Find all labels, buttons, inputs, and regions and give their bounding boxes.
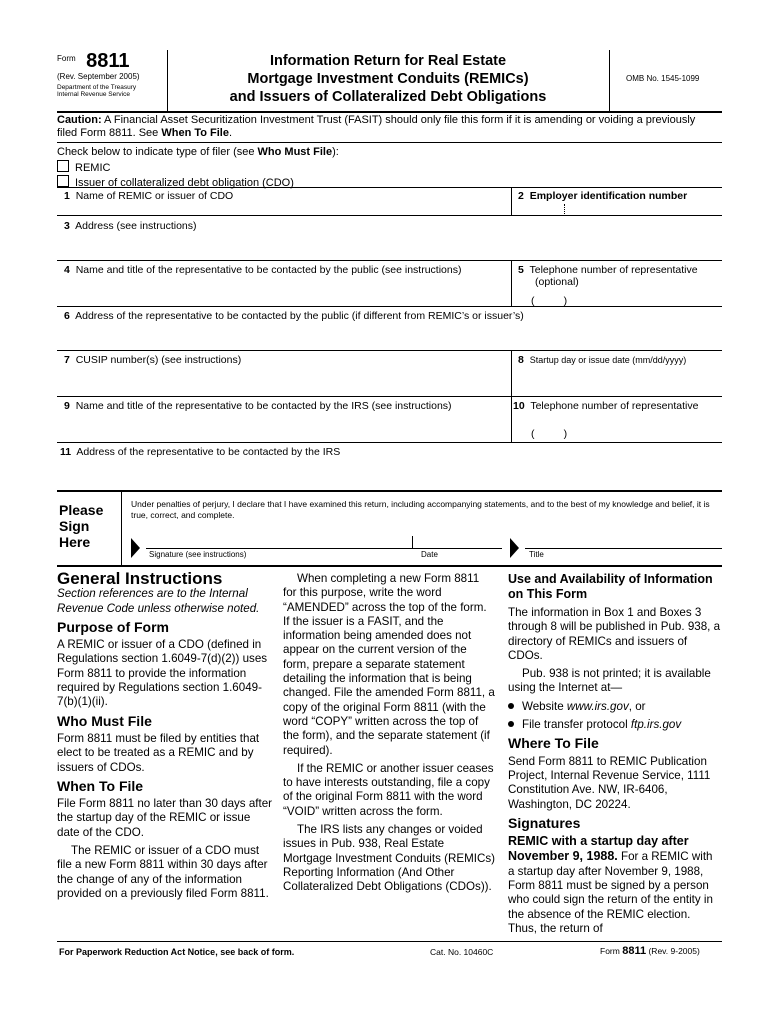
field-1-2-divider [511,187,512,215]
field-4[interactable]: 4 Name and title of the representative to be contacted by the public (see instructions) [64,264,462,276]
field-9-label: Name and title of the representative to be contacted by the IRS (see instructions) [75,400,452,412]
use-text2: Pub. 938 is not printed; it is available using the Internet at— [508,667,711,695]
signature-line[interactable] [146,548,502,549]
purpose-heading: Purpose of Form [57,618,170,635]
field-4-rule [57,260,722,261]
filer-type-prompt-end: ): [332,146,339,158]
form-title [168,52,608,106]
caution-text1: A Financial Asset Securitization Investment Trust (FASIT) should only file this form if it is amending or voiding a previously [101,114,696,126]
form-revision: (Rev. September 2005) [57,72,140,81]
omb-number: OMB No. 1545-1099 [626,74,700,83]
bullet-icon [508,703,514,709]
field-11-rule [57,442,722,443]
field-5-optional: (optional) [535,276,579,288]
caution-label: Caution: [57,114,102,126]
who-must-file-text: Form 8811 must be filed by entities that elect to be treated as a REMIC and by issuers of CDOs. [57,731,260,774]
form-number: 8811 [86,50,130,72]
signature-arrow-icon [131,538,140,558]
void-paragraph: If the REMIC or another issuer ceases to have interests outstanding, file a copy of the original Form 8811 with the word “VOID” written across the form. [283,761,494,818]
field-9[interactable]: 9 Name and title of the representative to be contacted by the IRS (see instructions) [64,400,452,412]
footer-form-id: Form 8811 (Rev. 9-2005) [600,945,700,957]
field-4-5-divider [511,260,512,306]
signature-date-tick [412,536,413,548]
signature-label: Signature (see instructions) [149,550,247,559]
remic-option-label: REMIC [75,161,111,174]
field-4-label: Name and title of the representative to be contacted by the public (see instructions) [75,264,462,276]
ftp-bullet: File transfer protocol ftp.irs.gov [508,718,722,732]
where-to-file-text: Send Form 8811 to REMIC Publication Project, Internal Revenue Service, 1111 Constitution Ave. NW, IR-6406, Washington, DC 20224. [508,754,711,811]
field-11[interactable]: 11 Address of the representative to be contacted by the IRS [60,446,341,458]
instructions-column-1 [57,569,273,905]
field-10-label: Telephone number of representative [530,400,699,412]
title-line2: Mortgage Investment Conduits (REMICs) [247,71,529,87]
date-label: Date [421,550,438,559]
field-5-label: Telephone number of representative [529,264,698,276]
title-label: Title [529,550,544,559]
website-bullet: Website www.irs.gov, or [508,700,722,714]
who-must-file-heading: Who Must File [57,712,152,729]
field-7-label: CUSIP number(s) (see instructions) [75,354,242,366]
caution-bottom-rule [57,142,722,143]
amended-paragraph: When completing a new Form 8811 for this purpose, write the word “AMENDED” across the top of the form. If the issuer is a FASIT, and the information being amended does not appear on the current version of the form, prepare a separate statement detailing the information that is being changed. File the amended Form 8811, a copy of the original Form 8811 (with the word “COPY” written across the top of the form), and the separate statement (if required). [283,572,495,757]
use-text1: The information in Box 1 and Boxes 3 through 8 will be published in Pub. 938, a directory of REMICs and issuers of CDOs. [508,606,721,662]
field-1[interactable]: 1 Name of REMIC or issuer of CDO [64,190,234,202]
form-label: Form [57,54,76,63]
field-6[interactable]: 6 Address of the representative to be contacted by the public (if different from REMIC’s or issuer’s) [64,310,524,322]
title-line[interactable] [525,548,722,549]
when-to-file-text2: The REMIC or issuer of a CDO must file a new Form 8811 within 30 days after the change of any of the information provided on a previously filed Form 8811. [57,844,269,900]
cdo-option-label: Issuer of collateralized debt obligation (CDO) [75,177,294,189]
filer-type-prompt: Check below to indicate type of filer (see [57,146,258,158]
use-availability-heading: Use and Availability of Information on This Form [508,572,713,601]
field-8-label: Startup day or issue date (mm/dd/yyyy) [529,355,687,365]
website-link[interactable]: www.irs.gov [566,699,629,713]
cdo-issuer-checkbox[interactable] [57,175,69,187]
section-ref-note: Section references are to the Internal Revenue Code unless otherwise noted. [57,587,260,615]
field-9-10-divider [511,396,512,442]
field-3-label: Address (see instructions) [75,220,197,232]
field-2[interactable]: 2 Employer identification number [518,190,688,202]
filer-type-prompt-link: Who Must File [257,146,333,158]
cat-number: Cat. No. 10460C [430,947,494,957]
sign-here-label: Please Sign Here [59,502,104,550]
dept-line1: Department of the Treasury [57,84,137,91]
perjury-statement: Under penalties of perjury, I declare that I have examined this return, including accompanying statements, and to the best of my knowledge and belief, it is true, correct, and complete. [131,499,710,520]
title-line1: Information Return for Real Estate [269,53,507,69]
field-5[interactable]: 5 Telephone number of representative (optional) [518,264,698,288]
caution-note [57,114,727,140]
signatures-text: REMIC with a startup day after November 9, 1988. For a REMIC with a startup day after November 9, 1988, Form 8811 must be signed by a person who could sign the return of the entity in the absence of the REMIC election. Thus, the return of [508,834,713,935]
when-to-file-heading: When To File [57,777,144,794]
caution-link: When To File [161,127,229,139]
remic-checkbox[interactable] [57,160,69,172]
field-8[interactable]: 8 Startup day or issue date (mm/dd/yyyy) [518,354,687,366]
field-7[interactable]: 7 CUSIP number(s) (see instructions) [64,354,242,366]
instructions-column-2 [283,572,495,899]
form-header [57,50,722,112]
caution-end: . [228,127,233,139]
fields-top-rule [57,187,722,188]
ftp-link[interactable]: ftp.irs.gov [630,718,682,732]
field-1-label: Name of REMIC or issuer of CDO [75,190,234,202]
field-11-label: Address of the representative to be contacted by the IRS [76,446,341,458]
title-arrow-icon [510,538,519,558]
when-to-file-text1: File Form 8811 no later than 30 days after the startup day of the REMIC or issue date of the CDO. [57,797,273,839]
field-3-rule [57,215,722,216]
instructions-column-3 [508,572,722,940]
field-7-rule [57,350,722,351]
field-7-8-divider [511,350,512,396]
field-3[interactable]: 3 Address (see instructions) [64,220,197,232]
caution-text2: filed Form 8811. See [57,127,162,139]
filer-type-section [57,146,339,191]
sign-divider [121,491,122,565]
purpose-text: A REMIC or issuer of a CDO (defined in Regulations section 1.6049-7(d)(2)) uses Form 8811 to provide the information required by Regulations section 1.6049-7(b)(1)(ii). [57,638,268,709]
signatures-heading: Signatures [508,814,581,831]
field-10-phone: ( ) [531,428,568,440]
pub938-paragraph: The IRS lists any changes or voided issues in Pub. 938, Real Estate Mortgage Investment Conduits (REMICs) Reporting Information (And Other Collateralized Debt Obligations (CDOs)). [283,823,495,894]
bullet-icon [508,721,514,727]
footer-rule [57,941,722,942]
paperwork-notice: For Paperwork Reduction Act Notice, see back of form. [59,947,295,957]
title-line3: and Issuers of Collateralized Debt Obligations [229,89,547,105]
sign-bottom-rule [57,565,722,567]
sign-top-rule [57,490,722,492]
field-6-label: Address of the representative to be contacted by the public (if different from REMIC’s or issuer’s) [75,310,524,322]
header-divider-right [609,50,610,112]
general-instructions-heading: General Instructions [57,569,223,588]
field-5-phone: ( ) [531,295,568,307]
field-6-rule [57,306,722,307]
header-bottom-rule [57,111,722,113]
field-10[interactable]: 10 Telephone number of representative [513,400,699,412]
field-2-label: Employer identification number [529,190,688,202]
field-9-rule [57,396,722,397]
form-id-block [57,50,167,98]
where-to-file-heading: Where To File [508,735,599,752]
dept-line2: Internal Revenue Service [57,91,130,98]
